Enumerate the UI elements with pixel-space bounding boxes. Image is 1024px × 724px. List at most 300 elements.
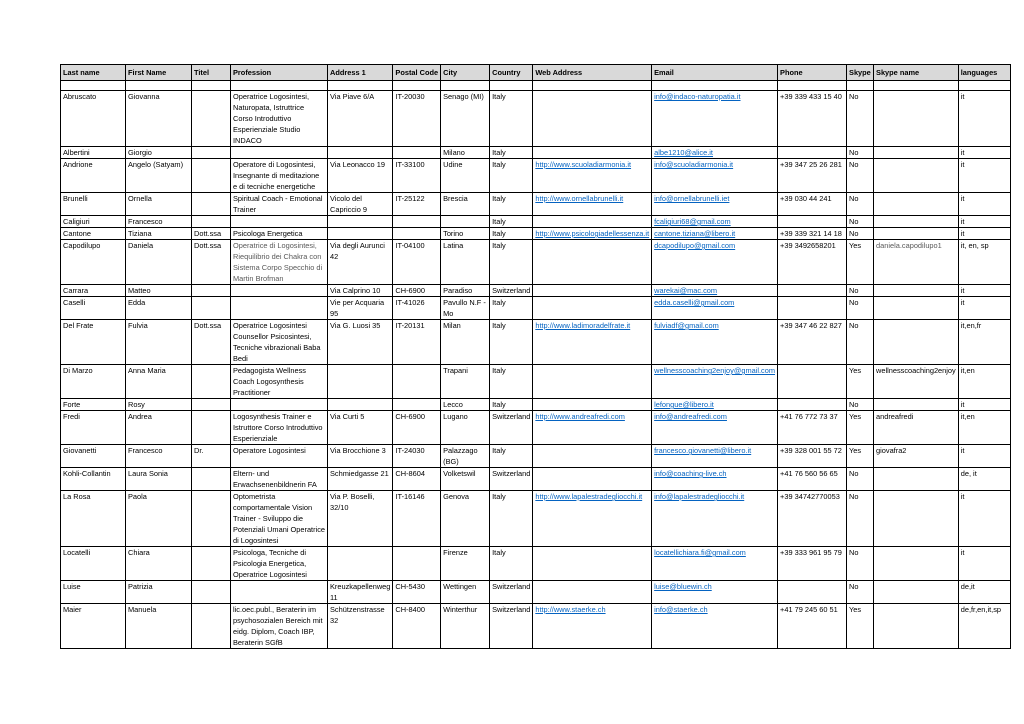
cell-email-container (652, 399, 778, 411)
cell-phone-container (778, 581, 847, 604)
cell-web-address-container (533, 216, 652, 228)
cell-skype: No (849, 286, 859, 295)
cell-city: Wettingen (443, 582, 477, 591)
cell-country: Italy (492, 492, 506, 501)
cell-postal-code: IT-20131 (395, 321, 425, 330)
cell-city-container (441, 297, 490, 320)
cell-city: Brescia (443, 194, 468, 203)
email-link[interactable]: info@coaching-live.ch (654, 469, 727, 478)
cell-languages-container (958, 491, 1010, 547)
cell-skype-container (847, 320, 874, 365)
cell-last-name-container (61, 445, 126, 468)
email-link[interactable]: francesco.giovanetti@libero.it (654, 446, 752, 455)
cell-web-address-container (533, 159, 652, 193)
cell-address-container (328, 411, 393, 445)
cell-last-name: Maier (63, 605, 82, 614)
cell-country-container (490, 240, 533, 285)
cell-city-container (441, 604, 490, 649)
cell-last-name: Andrione (63, 160, 93, 169)
cell-first-name-container (126, 365, 192, 399)
cell-profession-container (231, 297, 328, 320)
cell-city: Latina (443, 241, 464, 250)
cell-last-name-container (61, 193, 126, 216)
cell-address: Via G. Luosi 35 (330, 321, 381, 330)
cell-skype-container (847, 399, 874, 411)
cell-profession-container (231, 216, 328, 228)
cell-skype: No (849, 194, 859, 203)
cell-phone-container (778, 228, 847, 240)
cell-skype: Yes (849, 366, 862, 375)
cell-first-name-container (126, 320, 192, 365)
cell-address-container (328, 240, 393, 285)
cell-web-address-container (533, 228, 652, 240)
cell-country-container (490, 193, 533, 216)
cell-last-name-container (61, 91, 126, 147)
cell-skype: No (849, 92, 859, 101)
cell-skype-container (847, 91, 874, 147)
cell-postal-code-container (393, 365, 441, 399)
cell-city: Senago (MI) (443, 92, 484, 101)
cell-first-name: Giovanna (128, 92, 160, 101)
cell-phone: +39 34742770053 (780, 492, 840, 501)
cell-country: Switzerland (492, 286, 531, 295)
cell-address-container (328, 547, 393, 581)
cell-city-container (441, 491, 490, 547)
web-link[interactable]: http://www.staerke.ch (535, 605, 606, 614)
cell-phone-container (778, 285, 847, 297)
cell-first-name-container (126, 445, 192, 468)
cell-address: Kreuzkapellenweg 11 (330, 582, 391, 602)
cell-city-container (441, 216, 490, 228)
cell-skype-name: wellnesscoaching2enjoy (876, 366, 956, 375)
cell-address-container (328, 604, 393, 649)
cell-skype: No (849, 582, 859, 591)
cell-titel-container (192, 365, 231, 399)
cell-profession: Logosynthesis Trainer e Istruttore Corso Introduttivo Esperienziale (233, 412, 323, 443)
cell-last-name: Cantone (63, 229, 91, 238)
cell-address-container (328, 147, 393, 159)
cell-skype-container (847, 445, 874, 468)
cell-phone-container (778, 468, 847, 491)
cell-skype: Yes (849, 605, 862, 614)
table-row (61, 91, 1011, 147)
cell-last-name: Capodilupo (63, 241, 101, 250)
cell-postal-code: CH-8400 (395, 605, 425, 614)
cell-skype-name-container (874, 581, 959, 604)
cell-first-name-container (126, 547, 192, 581)
cell-first-name-container (126, 491, 192, 547)
cell-profession-container (231, 147, 328, 159)
cell-titel-container (192, 411, 231, 445)
cell-languages: it (960, 298, 965, 307)
cell-city: Firenze (443, 548, 468, 557)
cell-first-name: Francesco (128, 217, 163, 226)
web-link[interactable]: http://www.ladimoradelfrate.it (535, 321, 631, 330)
cell-languages: it (960, 229, 965, 238)
cell-last-name: Albertini (63, 148, 90, 157)
cell-city: Milano (443, 148, 465, 157)
col-header-skype: Skype (847, 65, 874, 81)
cell-skype-container (847, 468, 874, 491)
cell-last-name: Locatelli (63, 548, 91, 557)
email-link[interactable]: albe1210@alice.it (654, 148, 713, 157)
cell-skype: No (849, 492, 859, 501)
cell-languages-container (958, 240, 1010, 285)
cell-skype-container (847, 147, 874, 159)
cell-last-name-container (61, 411, 126, 445)
cell-country-container (490, 399, 533, 411)
cell-first-name: Daniela (128, 241, 154, 250)
cell-last-name-container (61, 581, 126, 604)
cell-city-container (441, 547, 490, 581)
cell-titel-container (192, 468, 231, 491)
cell-titel-container (192, 147, 231, 159)
cell-country: Switzerland (492, 469, 531, 478)
col-header-city: City (441, 65, 490, 81)
cell-languages-container (958, 468, 1010, 491)
cell-profession: Operatrice Logosintesi, Naturopata, Istruttrice Corso Introduttivo Esperienziale Studio INDACO (233, 92, 309, 145)
cell-postal-code: IT-25122 (395, 194, 425, 203)
email-link[interactable]: fcaligiuri68@gmail.com (654, 217, 731, 226)
cell-skype-name: andreafredi (876, 412, 914, 421)
cell-profession-container (231, 193, 328, 216)
cell-languages-container (958, 365, 1010, 399)
cell-profession-container (231, 91, 328, 147)
cell-skype-container (847, 411, 874, 445)
web-link[interactable]: http://www.ornellabrunelli.it (535, 194, 624, 203)
table-row (61, 547, 1011, 581)
cell-country: Italy (492, 160, 506, 169)
cell-city-container (441, 193, 490, 216)
cell-email-container (652, 147, 778, 159)
cell-titel-container (192, 159, 231, 193)
cell-first-name-container (126, 604, 192, 649)
cell-address-container (328, 297, 393, 320)
cell-skype-name-container (874, 147, 959, 159)
cell-skype: No (849, 400, 859, 409)
cell-titel-container (192, 216, 231, 228)
cell-address: Vicolo del Capriccio 9 (330, 194, 367, 214)
cell-phone-container (778, 491, 847, 547)
table-row (61, 297, 1011, 320)
email-link[interactable]: lefongue@libero.it (654, 400, 714, 409)
cell-city: Trapani (443, 366, 468, 375)
cell-email-container (652, 297, 778, 320)
cell-last-name: Kohli-Collantin (63, 469, 111, 478)
email-link[interactable]: fulviadf@gmail.com (654, 321, 719, 330)
cell-email-container (652, 468, 778, 491)
web-link[interactable]: http://www.scuoladiarmonia.it (535, 160, 632, 169)
cell-last-name-container (61, 604, 126, 649)
cell-profession-container (231, 468, 328, 491)
cell-postal-code-container (393, 216, 441, 228)
cell-titel-container (192, 445, 231, 468)
cell-country: Italy (492, 366, 506, 375)
cell-city: Paradiso (443, 286, 473, 295)
cell-phone-container (778, 445, 847, 468)
cell-last-name: Luise (63, 582, 81, 591)
cell-first-name-container (126, 147, 192, 159)
cell-address: Schützenstrasse 32 (330, 605, 385, 625)
col-header-languages: languages (958, 65, 1010, 81)
cell-languages-container (958, 216, 1010, 228)
cell-profession: Optometrista comportamentale Vision Trainer - Sviluppo die Potenziali Umani Operatrice di Logosintesi (233, 492, 326, 545)
cell-languages-container (958, 91, 1010, 147)
cell-country: Switzerland (492, 412, 531, 421)
cell-city-container (441, 240, 490, 285)
cell-email-container (652, 365, 778, 399)
cell-web-address-container (533, 581, 652, 604)
table-row (61, 399, 1011, 411)
cell-email-container (652, 445, 778, 468)
cell-first-name: Anna Maria (128, 366, 166, 375)
cell-web-address-container (533, 147, 652, 159)
cell-skype-container (847, 365, 874, 399)
cell-country: Italy (492, 446, 506, 455)
cell-address: Schmiedgasse 21 (330, 469, 389, 478)
col-header-phone: Phone (778, 65, 847, 81)
cell-skype: Yes (849, 412, 862, 421)
cell-address-container (328, 159, 393, 193)
cell-titel-container (192, 604, 231, 649)
web-link[interactable]: http://www.psicologiadellessenza.it (535, 229, 650, 238)
cell-postal-code: IT-24030 (395, 446, 425, 455)
cell-last-name: Caselli (63, 298, 86, 307)
cell-skype-name-container (874, 491, 959, 547)
cell-profession: Psicologa, Tecniche di Psicologia Energetica, Operatrice Logosintesi (233, 548, 307, 579)
cell-first-name: Rosy (128, 400, 145, 409)
cell-postal-code: IT-41026 (395, 298, 425, 307)
email-link[interactable]: info@lapalestradegliocchi.it (654, 492, 745, 501)
cell-profession-container (231, 491, 328, 547)
cell-phone: +39 347 25 26 281 (780, 160, 842, 169)
cell-titel: Dott.ssa (194, 321, 222, 330)
web-link[interactable]: http://www.lapalestradegliocchi.it (535, 492, 643, 501)
email-link[interactable]: luise@bluewin.ch (654, 582, 712, 591)
cell-skype-name-container (874, 547, 959, 581)
cell-last-name-container (61, 547, 126, 581)
cell-country: Italy (492, 298, 506, 307)
cell-skype-container (847, 547, 874, 581)
cell-email-container (652, 411, 778, 445)
cell-languages: de, it (960, 469, 977, 478)
cell-languages-container (958, 193, 1010, 216)
cell-titel: Dott.ssa (194, 229, 222, 238)
spacer-row (61, 81, 1011, 91)
cell-first-name: Edda (128, 298, 146, 307)
cell-web-address-container (533, 491, 652, 547)
cell-last-name-container (61, 216, 126, 228)
cell-profession-container (231, 159, 328, 193)
cell-languages-container (958, 285, 1010, 297)
col-header-skype-name: Skype name (874, 65, 959, 81)
cell-address-container (328, 365, 393, 399)
cell-skype-name-container (874, 91, 959, 147)
cell-profession-container (231, 285, 328, 297)
cell-last-name: Brunelli (63, 194, 88, 203)
cell-skype-name-container (874, 159, 959, 193)
table-row (61, 365, 1011, 399)
cell-titel-container (192, 285, 231, 297)
cell-skype-container (847, 285, 874, 297)
cell-skype-container (847, 193, 874, 216)
cell-email-container (652, 547, 778, 581)
cell-city-container (441, 411, 490, 445)
web-link[interactable]: http://www.andreafredi.com (535, 412, 625, 421)
cell-city-container (441, 445, 490, 468)
email-link[interactable]: info@indaco-naturopatia.it (654, 92, 741, 101)
cell-titel-container (192, 581, 231, 604)
cell-address-container (328, 445, 393, 468)
cell-postal-code: IT-33100 (395, 160, 425, 169)
cell-postal-code: CH-8604 (395, 469, 425, 478)
cell-profession: Pedagogista Wellness Coach Logosynthesis Practitioner (233, 366, 306, 397)
cell-country-container (490, 297, 533, 320)
table-row (61, 147, 1011, 159)
col-header-email: Email (652, 65, 778, 81)
cell-languages: it (960, 194, 965, 203)
email-link[interactable]: info@scuoladiarmonia.it (654, 160, 734, 169)
cell-web-address-container (533, 365, 652, 399)
cell-postal-code-container (393, 547, 441, 581)
cell-skype-container (847, 216, 874, 228)
email-link[interactable]: edda.caselli@gmail.com (654, 298, 735, 307)
cell-postal-code-container (393, 193, 441, 216)
cell-titel-container (192, 228, 231, 240)
cell-address: Via P. Boselli, 32/10 (330, 492, 375, 512)
cell-postal-code-container (393, 159, 441, 193)
cell-profession: Psicologa Energetica (233, 229, 303, 238)
cell-first-name: Angelo (Satyam) (128, 160, 184, 169)
cell-address: Via Calprino 10 (330, 286, 381, 295)
cell-country-container (490, 285, 533, 297)
email-link[interactable]: warekai@mac.com (654, 286, 718, 295)
cell-languages-container (958, 159, 1010, 193)
table-row (61, 228, 1011, 240)
cell-profession: Operatrice di Logosintesi, Riequilibrio dei Chakra con Sistema Corpo Specchio di Martin Brofman (233, 241, 323, 283)
cell-postal-code: IT-04100 (395, 241, 425, 250)
cell-last-name: Carrara (63, 286, 89, 295)
email-link[interactable]: locatellichiara.fi@gmail.com (654, 548, 746, 557)
cell-first-name-container (126, 411, 192, 445)
cell-last-name: Fredi (63, 412, 80, 421)
cell-address-container (328, 320, 393, 365)
cell-web-address-container (533, 604, 652, 649)
email-link[interactable]: cantone.tiziana@libero.it (654, 229, 736, 238)
cell-last-name-container (61, 297, 126, 320)
cell-languages: it (960, 160, 965, 169)
cell-profession: Operatore Logosintesi (233, 446, 306, 455)
cell-email-container (652, 193, 778, 216)
cell-address-container (328, 91, 393, 147)
email-link[interactable]: info@andreafredi.com (654, 412, 727, 421)
cell-postal-code-container (393, 411, 441, 445)
cell-first-name: Chiara (128, 548, 150, 557)
cell-city-container (441, 159, 490, 193)
cell-profession: Operatore di Logosintesi, Insegnante di meditazione e di tecniche energetiche (233, 160, 320, 191)
cell-titel-container (192, 91, 231, 147)
email-link[interactable]: wellnesscoaching2enjoy@gmail.com (654, 366, 776, 375)
cell-phone: +39 339 433 15 40 (780, 92, 842, 101)
cell-last-name: Forte (63, 400, 81, 409)
cell-profession-container (231, 445, 328, 468)
email-link[interactable]: info@ornellabrunelli.iet (654, 194, 730, 203)
table-row (61, 604, 1011, 649)
cell-postal-code-container (393, 297, 441, 320)
cell-skype-name-container (874, 411, 959, 445)
cell-country-container (490, 216, 533, 228)
cell-phone: +41 76 772 73 37 (780, 412, 838, 421)
cell-web-address-container (533, 411, 652, 445)
cell-first-name-container (126, 240, 192, 285)
header-row (61, 65, 1011, 81)
col-header-postal-code: Postal Code (393, 65, 441, 81)
email-link[interactable]: dcapodilupo@gmail.com (654, 241, 736, 250)
cell-titel: Dott.ssa (194, 241, 222, 250)
cell-email-container (652, 216, 778, 228)
cell-phone: +39 030 44 241 (780, 194, 832, 203)
table-row (61, 285, 1011, 297)
cell-skype-container (847, 240, 874, 285)
cell-phone-container (778, 297, 847, 320)
cell-web-address-container (533, 193, 652, 216)
cell-country: Italy (492, 217, 506, 226)
cell-country-container (490, 468, 533, 491)
cell-address: Vie per Acquaria 95 (330, 298, 385, 318)
cell-profession: Spiritual Coach - Emotional Trainer (233, 194, 323, 214)
cell-profession-container (231, 547, 328, 581)
cell-skype: No (849, 229, 859, 238)
cell-last-name: Del Frate (63, 321, 94, 330)
cell-postal-code-container (393, 91, 441, 147)
cell-languages: it (960, 92, 965, 101)
cell-address-container (328, 285, 393, 297)
cell-city: Genova (443, 492, 470, 501)
cell-email-container (652, 240, 778, 285)
cell-city: Winterthur (443, 605, 478, 614)
table-row (61, 491, 1011, 547)
cell-last-name-container (61, 159, 126, 193)
email-link[interactable]: info@staerke.ch (654, 605, 708, 614)
cell-city: Lugano (443, 412, 468, 421)
cell-languages-container (958, 147, 1010, 159)
cell-city: Pavullo N.F - Mo (443, 298, 486, 318)
cell-languages-container (958, 445, 1010, 468)
cell-languages: it,en (960, 412, 975, 421)
cell-first-name-container (126, 91, 192, 147)
table-body (61, 81, 1011, 649)
cell-languages-container (958, 320, 1010, 365)
cell-country-container (490, 228, 533, 240)
cell-languages: it (960, 286, 965, 295)
cell-last-name: Giovanetti (63, 446, 97, 455)
cell-country-container (490, 147, 533, 159)
table-row (61, 216, 1011, 228)
cell-country: Switzerland (492, 582, 531, 591)
cell-postal-code-container (393, 399, 441, 411)
cell-address-container (328, 193, 393, 216)
cell-languages: de,it (960, 582, 975, 591)
cell-last-name-container (61, 228, 126, 240)
cell-phone-container (778, 91, 847, 147)
cell-last-name-container (61, 285, 126, 297)
cell-country: Italy (492, 92, 506, 101)
cell-phone-container (778, 365, 847, 399)
cell-skype-name: daniela.capodilupo1 (876, 241, 942, 250)
cell-skype-container (847, 581, 874, 604)
cell-profession-container (231, 320, 328, 365)
cell-profession: Operatrice Logosintesi Counsellor Psicosintesi, Tecniche vibrazionali Baba Bedi (233, 321, 321, 363)
